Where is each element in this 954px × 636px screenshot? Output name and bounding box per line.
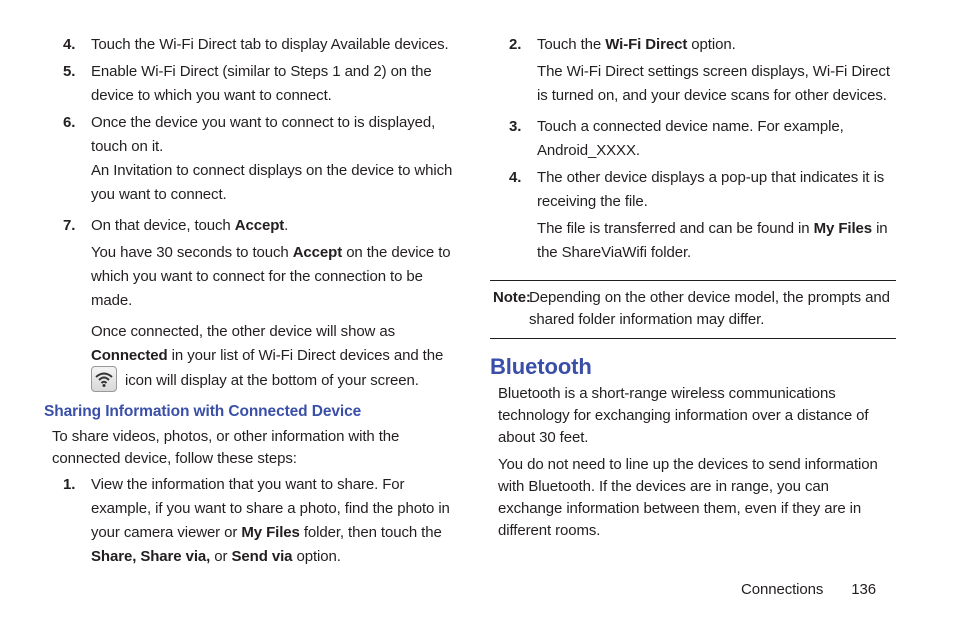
share-step-3: 3. Touch a connected device name. For example, Android_XXXX.: [509, 118, 844, 159]
page-footer: [741, 578, 876, 602]
step-4: 4. Touch the Wi-Fi Direct tab to display Available devices.: [63, 36, 449, 53]
share-step-4-detail: The file is transferred and can be found in My Files in the ShareViaWifi folder.: [537, 220, 888, 261]
right-column: [490, 33, 896, 542]
step-7-detail-2: Once connected, the other device will show as Connected in your list of Wi-Fi Direct devices and the icon will display at the bottom of your screen.: [44, 320, 454, 394]
note-text: Depending on the other device model, the prompts and shared folder information may differ.: [529, 289, 890, 328]
footer-section: Connections: [741, 581, 824, 598]
step-7-detail-1: You have 30 seconds to touch Accept on the device to which you want to connect for the connection to be made.: [91, 244, 451, 309]
step-6: 6. Once the device you want to connect to is displayed, touch on it.: [63, 114, 436, 155]
bluetooth-paragraph-2: You do not need to line up the devices to send information with Bluetooth. If the devices are in range, you can exchange information between them, even if they are in different rooms.: [498, 456, 878, 539]
share-step-2-detail: The Wi-Fi Direct settings screen displays, Wi-Fi Direct is turned on, and your device scans for other devices.: [537, 63, 890, 104]
note-label: Note:: [493, 289, 531, 306]
share-step-4: 4. The other device displays a pop-up that indicates it is receiving the file.: [509, 169, 885, 210]
share-step-1: 1. View the information that you want to share. For example, if you want to share a photo, find the photo in your camera viewer or My Files folder, then touch the Share, Share via, or Send via option.: [63, 476, 450, 565]
left-column: [44, 33, 454, 569]
bluetooth-paragraph-1: Bluetooth is a short-range wireless communications technology for exchanging information over a distance of about 30 feet.: [498, 385, 869, 446]
step-7: 7. On that device, touch Accept.: [63, 217, 289, 234]
sharing-subheading: Sharing Information with Connected Device: [44, 403, 362, 420]
step-6-detail: An Invitation to connect displays on the device to which you want to connect.: [91, 162, 453, 203]
share-step-2: 2. Touch the Wi-Fi Direct option.: [509, 36, 736, 53]
page-number: 136: [851, 581, 877, 598]
step-5: 5. Enable Wi-Fi Direct (similar to Steps 1 and 2) on the device to which you want to connect.: [63, 63, 432, 104]
wifi-direct-icon: [91, 366, 117, 392]
note-box: [490, 280, 896, 339]
sharing-intro: To share videos, photos, or other information with the connected device, follow these steps:: [52, 428, 400, 467]
bluetooth-heading: Bluetooth: [490, 354, 592, 379]
